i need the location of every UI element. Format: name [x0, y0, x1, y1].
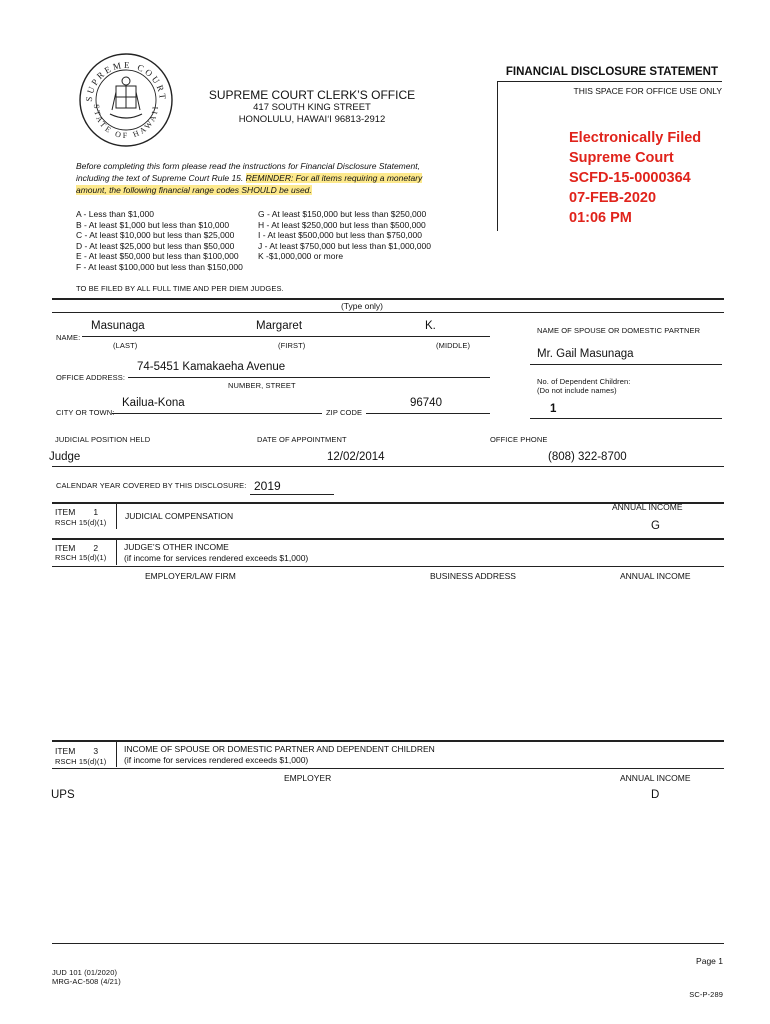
item-2-number: 2 [93, 543, 99, 553]
code-k: K -$1,000,000 or more [258, 251, 344, 262]
seal-graphic [78, 52, 174, 148]
item-3-col-income: ANNUAL INCOME [620, 773, 691, 783]
code-j: J - At least $750,000 but less than $1,000,000 [258, 240, 431, 251]
reminder-text: REMINDER: For all items requiring a monetary [245, 173, 423, 183]
phone-label: OFFICE PHONE [490, 435, 548, 444]
form-number: JUD 101 (01/2020) [52, 968, 118, 977]
item-2-word: ITEM [55, 543, 76, 553]
item-3-employer-value: UPS [51, 789, 75, 801]
code-h: H - At least $250,000 but less than $500,000 [258, 219, 426, 230]
appointment-label: DATE OF APPOINTMENT [257, 435, 347, 444]
children-label-1: No. of Dependent Children: [537, 377, 631, 386]
position-label: JUDICIAL POSITION HELD [55, 435, 151, 444]
item-1-divider [116, 503, 117, 529]
item-2-divider [116, 539, 117, 565]
item-2-col-employer: EMPLOYER/LAW FIRM [145, 571, 236, 581]
item-1-title: JUDICIAL COMPENSATION [125, 511, 234, 521]
calendar-year-label: CALENDAR YEAR COVERED BY THIS DISCLOSURE: [56, 481, 247, 490]
item-2-title: JUDGE’S OTHER INCOME [124, 542, 229, 552]
name-label: NAME: [56, 333, 81, 342]
spouse-label: NAME OF SPOUSE OR DOMESTIC PARTNER [537, 326, 701, 335]
middle-name-value: K. [425, 320, 436, 332]
stamp-line-1: Electronically Filed [569, 130, 702, 146]
type-only-rule [52, 298, 724, 300]
stamp-line-2: Supreme Court [569, 150, 674, 166]
instructions-line-1: Before completing this form please read the instructions for Financial Disclosure Statement, [76, 161, 420, 171]
code-a: A - Less than $1,000 [76, 209, 154, 219]
seal-bottom-text: STATE OF HAWAII [91, 103, 161, 141]
first-name-value: Margaret [256, 320, 303, 332]
code-i: I - At least $500,000 but less than $750,000 [258, 230, 422, 241]
city-value: Kailua-Kona [122, 397, 185, 409]
spouse-value: Mr. Gail Masunaga [537, 348, 634, 360]
middle-name-label: (MIDDLE) [436, 341, 471, 350]
item-3-top-rule [52, 740, 724, 742]
svg-text:STATE OF HAWAII [92, 104, 160, 140]
code-g: G - At least $150,000 but less than $250,000 [258, 209, 427, 219]
item-1-label [55, 507, 98, 517]
office-street: 417 SOUTH KING STREET [253, 102, 371, 113]
office-use-top-rule [497, 81, 722, 82]
form-code: SC-P-289 [689, 990, 723, 999]
filed-by-note: TO BE FILED BY ALL FULL TIME AND PER DIEM JUDGES. [76, 284, 284, 293]
footer-rule [52, 943, 724, 944]
last-name-label: (LAST) [113, 341, 138, 350]
code-c: C - At least $10,000 but less than $25,000 [76, 230, 235, 241]
calendar-year-value: 2019 [254, 479, 281, 493]
name-underline [82, 336, 490, 337]
item-2-col-address: BUSINESS ADDRESS [430, 571, 516, 581]
item-3-subtitle: (if income for services rendered exceeds $1,000) [124, 755, 309, 765]
code-f: F - At least $100,000 but less than $150,000 [76, 261, 243, 272]
item-3-header-rule [52, 768, 724, 769]
city-underline [112, 413, 322, 414]
office-city: HONOLULU, HAWAI‘I 96813-2912 [238, 114, 386, 125]
office-use-left-rule [497, 81, 498, 231]
position-underline [52, 466, 724, 467]
item-3-income-value: D [651, 789, 660, 801]
type-only-label: (Type only) [340, 301, 384, 311]
range-codes-right [258, 209, 431, 262]
item-1-word: ITEM [55, 507, 76, 517]
office-use-label: THIS SPACE FOR OFFICE USE ONLY [573, 86, 722, 96]
stamp-line-3: SCFD-15-0000364 [569, 170, 691, 186]
code-d: D - At least $25,000 but less than $50,000 [76, 240, 235, 251]
item-3-divider [116, 741, 117, 767]
form-revision: MRG-AC-508 (4/21) [52, 977, 121, 986]
code-b: B - At least $1,000 but less than $10,000 [76, 219, 230, 230]
page-number: Page 1 [696, 956, 723, 966]
seal-top-text: SUPREME COURT [83, 59, 169, 103]
zip-value: 96740 [410, 397, 442, 409]
item-3-number: 3 [93, 746, 99, 756]
electronic-filing-stamp [569, 128, 701, 228]
position-value: Judge [49, 451, 81, 463]
item-2-label [55, 543, 98, 553]
item-3-rule: RSCH 15(d)(1) [55, 757, 107, 766]
item-1-income-label: ANNUAL INCOME [612, 502, 683, 512]
calendar-year-underline [250, 494, 334, 495]
item-2-header-rule [52, 566, 724, 567]
item-2-top-rule [52, 538, 724, 540]
range-codes-left [76, 209, 243, 273]
item-3-col-employer: EMPLOYER [284, 773, 332, 783]
item-3-title: INCOME OF SPOUSE OR DOMESTIC PARTNER AND DEPENDENT CHILDREN [124, 744, 435, 754]
street-label: NUMBER, STREET [228, 381, 296, 390]
instructions-line-3: amount, the following financial range codes SHOULD be used. [76, 185, 312, 195]
court-seal [78, 52, 174, 148]
last-name-value: Masunaga [91, 320, 145, 332]
item-1-rule: RSCH 15(d)(1) [55, 518, 107, 527]
stamp-line-4: 07-FEB-2020 [569, 190, 657, 206]
item-1-number: 1 [93, 507, 99, 517]
office-address-label: OFFICE ADDRESS: [56, 373, 126, 382]
children-value: 1 [550, 403, 557, 415]
instructions-line-2: including the text of Supreme Court Rule 15. [76, 173, 246, 183]
office-name: SUPREME COURT CLERK’S OFFICE [208, 88, 416, 102]
item-2-rule: RSCH 15(d)(1) [55, 553, 107, 562]
code-e: E - At least $50,000 but less than $100,000 [76, 251, 239, 262]
children-underline [530, 418, 722, 419]
zip-underline [366, 413, 490, 414]
instructions [76, 160, 476, 196]
stamp-line-5: 01:06 PM [569, 210, 632, 226]
type-only-rule-bottom [52, 312, 724, 313]
spouse-underline [530, 364, 722, 365]
zip-label: ZIP CODE [326, 408, 363, 417]
city-label: CITY OR TOWN: [56, 408, 115, 417]
children-label-2: (Do not include names) [537, 386, 617, 395]
item-3-label [55, 746, 98, 756]
phone-value: (808) 322-8700 [548, 451, 627, 463]
item-1-income-value: G [651, 520, 660, 532]
item-2-subtitle: (if income for services rendered exceeds $1,000) [124, 553, 309, 563]
item-3-word: ITEM [55, 746, 76, 756]
form-title: FINANCIAL DISCLOSURE STATEMENT [505, 66, 718, 78]
appointment-value: 12/02/2014 [327, 451, 385, 463]
address-underline [128, 377, 490, 378]
item-2-col-income: ANNUAL INCOME [620, 571, 691, 581]
first-name-label: (FIRST) [278, 341, 306, 350]
office-address-value: 74-5451 Kamakaeha Avenue [137, 361, 286, 373]
